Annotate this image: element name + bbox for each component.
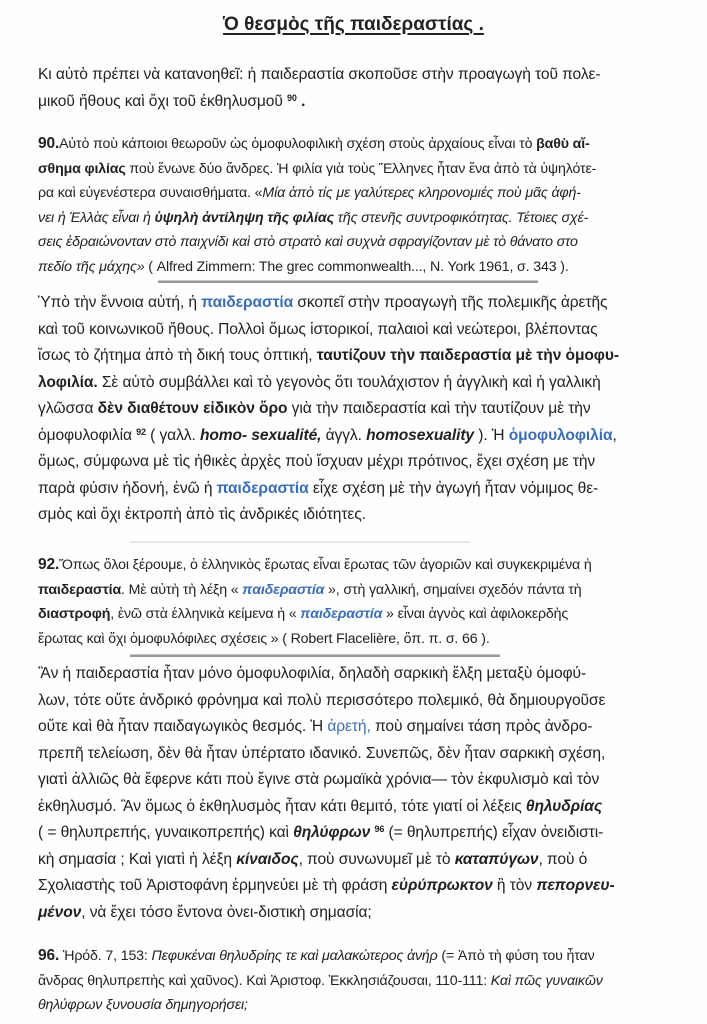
highlight-term: παιδεραστία [300, 606, 383, 622]
footnote-ref-92[interactable]: 92 [136, 426, 146, 437]
footnote-90: 90.Αὐτὸ ποὺ κάποιοι θεωροῦν ὡς ὁμοφυλοφιλικὴ σχέση στοὺς ἀρχαίους εἶναι τὸ βαθὺ αἴ- σθημα φιλίας ποὺ ἕνωνε δύο ἄνδρες. Ἡ φιλία γιὰ τοὺς Ἕλληνες ἦταν ἕνα ἀπὸ τὰ ὑψηλότε- ρα καὶ εὐγενέστερα συναισθήματα. «Μία ἀπὸ τίς με γαλύτερες κληρονομιές ποὺ μᾶς ἀφή- νει ἡ Ἑλλὰς εἶναι ἡ ὑψηλὴ ἀντίληψη τῆς φιλίας τῆς στενῆς συντροφικότητας. Τέτοιες σχέ- σεις ἑδραιώνονταν στὸ παιχνίδι καὶ στὸ στρατὸ καὶ συχνὰ σφραγίζονταν μὲ τὸ θάνατο στο πεδίο τῆς μάχης» ( Alfred Zimmern: The grec commonwealth..., N. York 1961, σ. 343 ). [38, 135, 597, 275]
divider-line [130, 541, 470, 543]
intro-paragraph: Κι αὐτὸ πρέπει νὰ κατανοηθεῖ: ἡ παιδεραστία σκοποῦσε στὴν προαγωγὴ τοῦ πολε- μικοῦ ἤθους καὶ ὄχι τοῦ ἐκθηλυσμοῦ $^{90}$ . [38, 66, 601, 110]
footnote-92: 92.Ὅπως ὅλοι ξέρουμε, ὁ ἑλληνικὸς ἔρωτας εἶναι ἔρωτας τῶν ἀγοριῶν καὶ συγκεκριμένα ἡ παιδεραστία. Μὲ αὐτὴ τὴ λέξη « παιδεραστία », στὴ γαλλική, σημαίνει σχεδόν πάντα τὴ διαστροφή, ἐνῶ στὰ ἑλληνικὰ κείμενα ἡ « παιδεραστία » εἶναι ἁγνὸς καὶ ἀφιλοκερδὴς ἔρωτας καὶ ὄχι ὁμοφυλόφιλες σχέσεις » ( Robert Flacelière, ὅπ. π. σ. 66 ). [38, 556, 592, 647]
footnote-ref-90[interactable]: 90 [287, 92, 297, 103]
highlight-term: ὁμοφυλοφιλία [508, 426, 613, 444]
footnote-96: 96. Ἡρόδ. 7, 153: Πεφυκέναι θηλυδρίης τε καὶ μαλακώτερος ἀνήρ (= Ἀπὸ τὴ φύση του ἦταν ἄνδρας θηλυπρεπὴς καὶ χαῦνος). Καὶ Ἀριστοφ. Ἐκκλησιάζουσαι, 110-111: Καὶ πῶς γυναικῶν θηλύφρων ξυνουσία δημηγορήσει; [38, 947, 603, 1013]
divider-line [130, 654, 500, 657]
footnote-number: 92. [38, 556, 60, 573]
highlight-term: παιδεραστία [242, 581, 325, 598]
page-title: Ὁ θεσμὸς τῆς παιδεραστίας . [223, 14, 484, 35]
highlight-term: παιδεραστία [216, 479, 309, 497]
divider-line [158, 280, 538, 283]
highlight-term: παιδεραστία [201, 294, 294, 311]
footnote-number: 90. [38, 135, 60, 152]
body-paragraph-3: Ἂν ἡ παιδεραστία ἦταν μόνο ὁμοφυλοφιλία, δηλαδὴ σαρκικὴ ἕλξη μεταξὺ ὁμοφύ- λων, τότε οὔτε ἀνδρικό φρόνημα καὶ πολὺ περισσότερο πολεμικό, θὰ δημιουργοῦσε οὔτε καὶ θὰ ἦταν παιδαγωγικὸς θεσμός. Ἡ ἀρετή, ποὺ σημαίνει τάση πρὸς ἀνδρο- πρεπῆ τελείωση, δὲν θὰ ἦταν ὑπέρτατο ιδανικό. Συνεπῶς, δὲν ἦταν σαρκικὴ σχέση, γιατὶ ἀλλιῶς θὰ ἔφερνε κάτι ποὺ ἔγινε στὰ ρωμαϊκὰ χρόνια— τὸν ἐκφυλισμὸ καὶ τὸν ἐκθηλυσμό. Ἂν ὅμως ὁ ἐκθηλυσμὸς ἦταν κάτι θεμιτό, τότε γιατί οἱ λέξεις θηλυδρίας ( = θηλυπρεπής, γυναικοπρεπής) καὶ θηλύφρων $^{96}$ (= θηλυπρεπής) εἶχαν ὀνειδιστι- κὴ σημασία ; Καὶ γιατὶ ἡ λέξη κίναιδος, ποὺ συνωνυμεῖ μὲ τὸ καταπύγων, ποὺ ὁ Σχολιαστὴς τοῦ Ἀριστοφάνη ἑρμηνεύει μὲ τὴ φράση εὐρύπρωκτον ἢ τὸν πεπορνευ- μένον, νὰ ἔχει τόσο ἔντονα ὀνει-διστικὴ σημασία; [38, 665, 615, 921]
highlight-term: ἀρετή, [327, 718, 371, 735]
footnote-ref-96[interactable]: 96 [374, 824, 385, 834]
body-paragraph-2: Ὑπὸ τὴν ἔννοια αὐτή, ἡ παιδεραστία σκοπεῖ στὴν προαγωγὴ τῆς πολεμικῆς ἀρετῆς καὶ τοῦ κοινωνικοῦ ἤθους. Πολλοὶ ὅμως ἱστορικοί, παλαιοὶ καὶ νεώτεροι, βλέποντας ἴσως τὸ ζήτημα ἀπὸ τὴ δική τους ὀπτική, ταυτίζουν τὴν παιδεραστία μὲ τὴν ὁμοφυ- λοφιλία. Σὲ αὐτὸ συμβάλλει καὶ τὸ γεγονὸς ὅτι τουλάχιστον ἡ ἀγγλικὴ καὶ ἡ γαλλικὴ γλῶσσα δὲν διαθέτουν εἰδικὸν ὅρο γιὰ τὴν παιδεραστία καὶ τὴν ταυτίζουν μὲ τὴν ὁμοφυλοφιλία $^{92}$ ( γαλλ. homo- sexualité, ἀγγλ. homosexuality ). Ἡ ὁμοφυλοφιλία, ὅμως, σύμφωνα μὲ τὶς ἠθικὲς ἀρχὲς ποὺ ἴσχυαν μέχρι πρότινος, ἔχει σχέση με τὴν παρὰ φύσιν ἡδονή, ἐνῶ ἡ παιδεραστία εἶχε σχέση μὲ τὴν ἀγωγή ἦταν νόμιμος θε- σμὸς καὶ ὄχι ἐκτροπὴ ἀπὸ τὶς ἀνδρικές ιδιότητες. [38, 294, 619, 523]
footnote-number: 96. [38, 947, 60, 964]
